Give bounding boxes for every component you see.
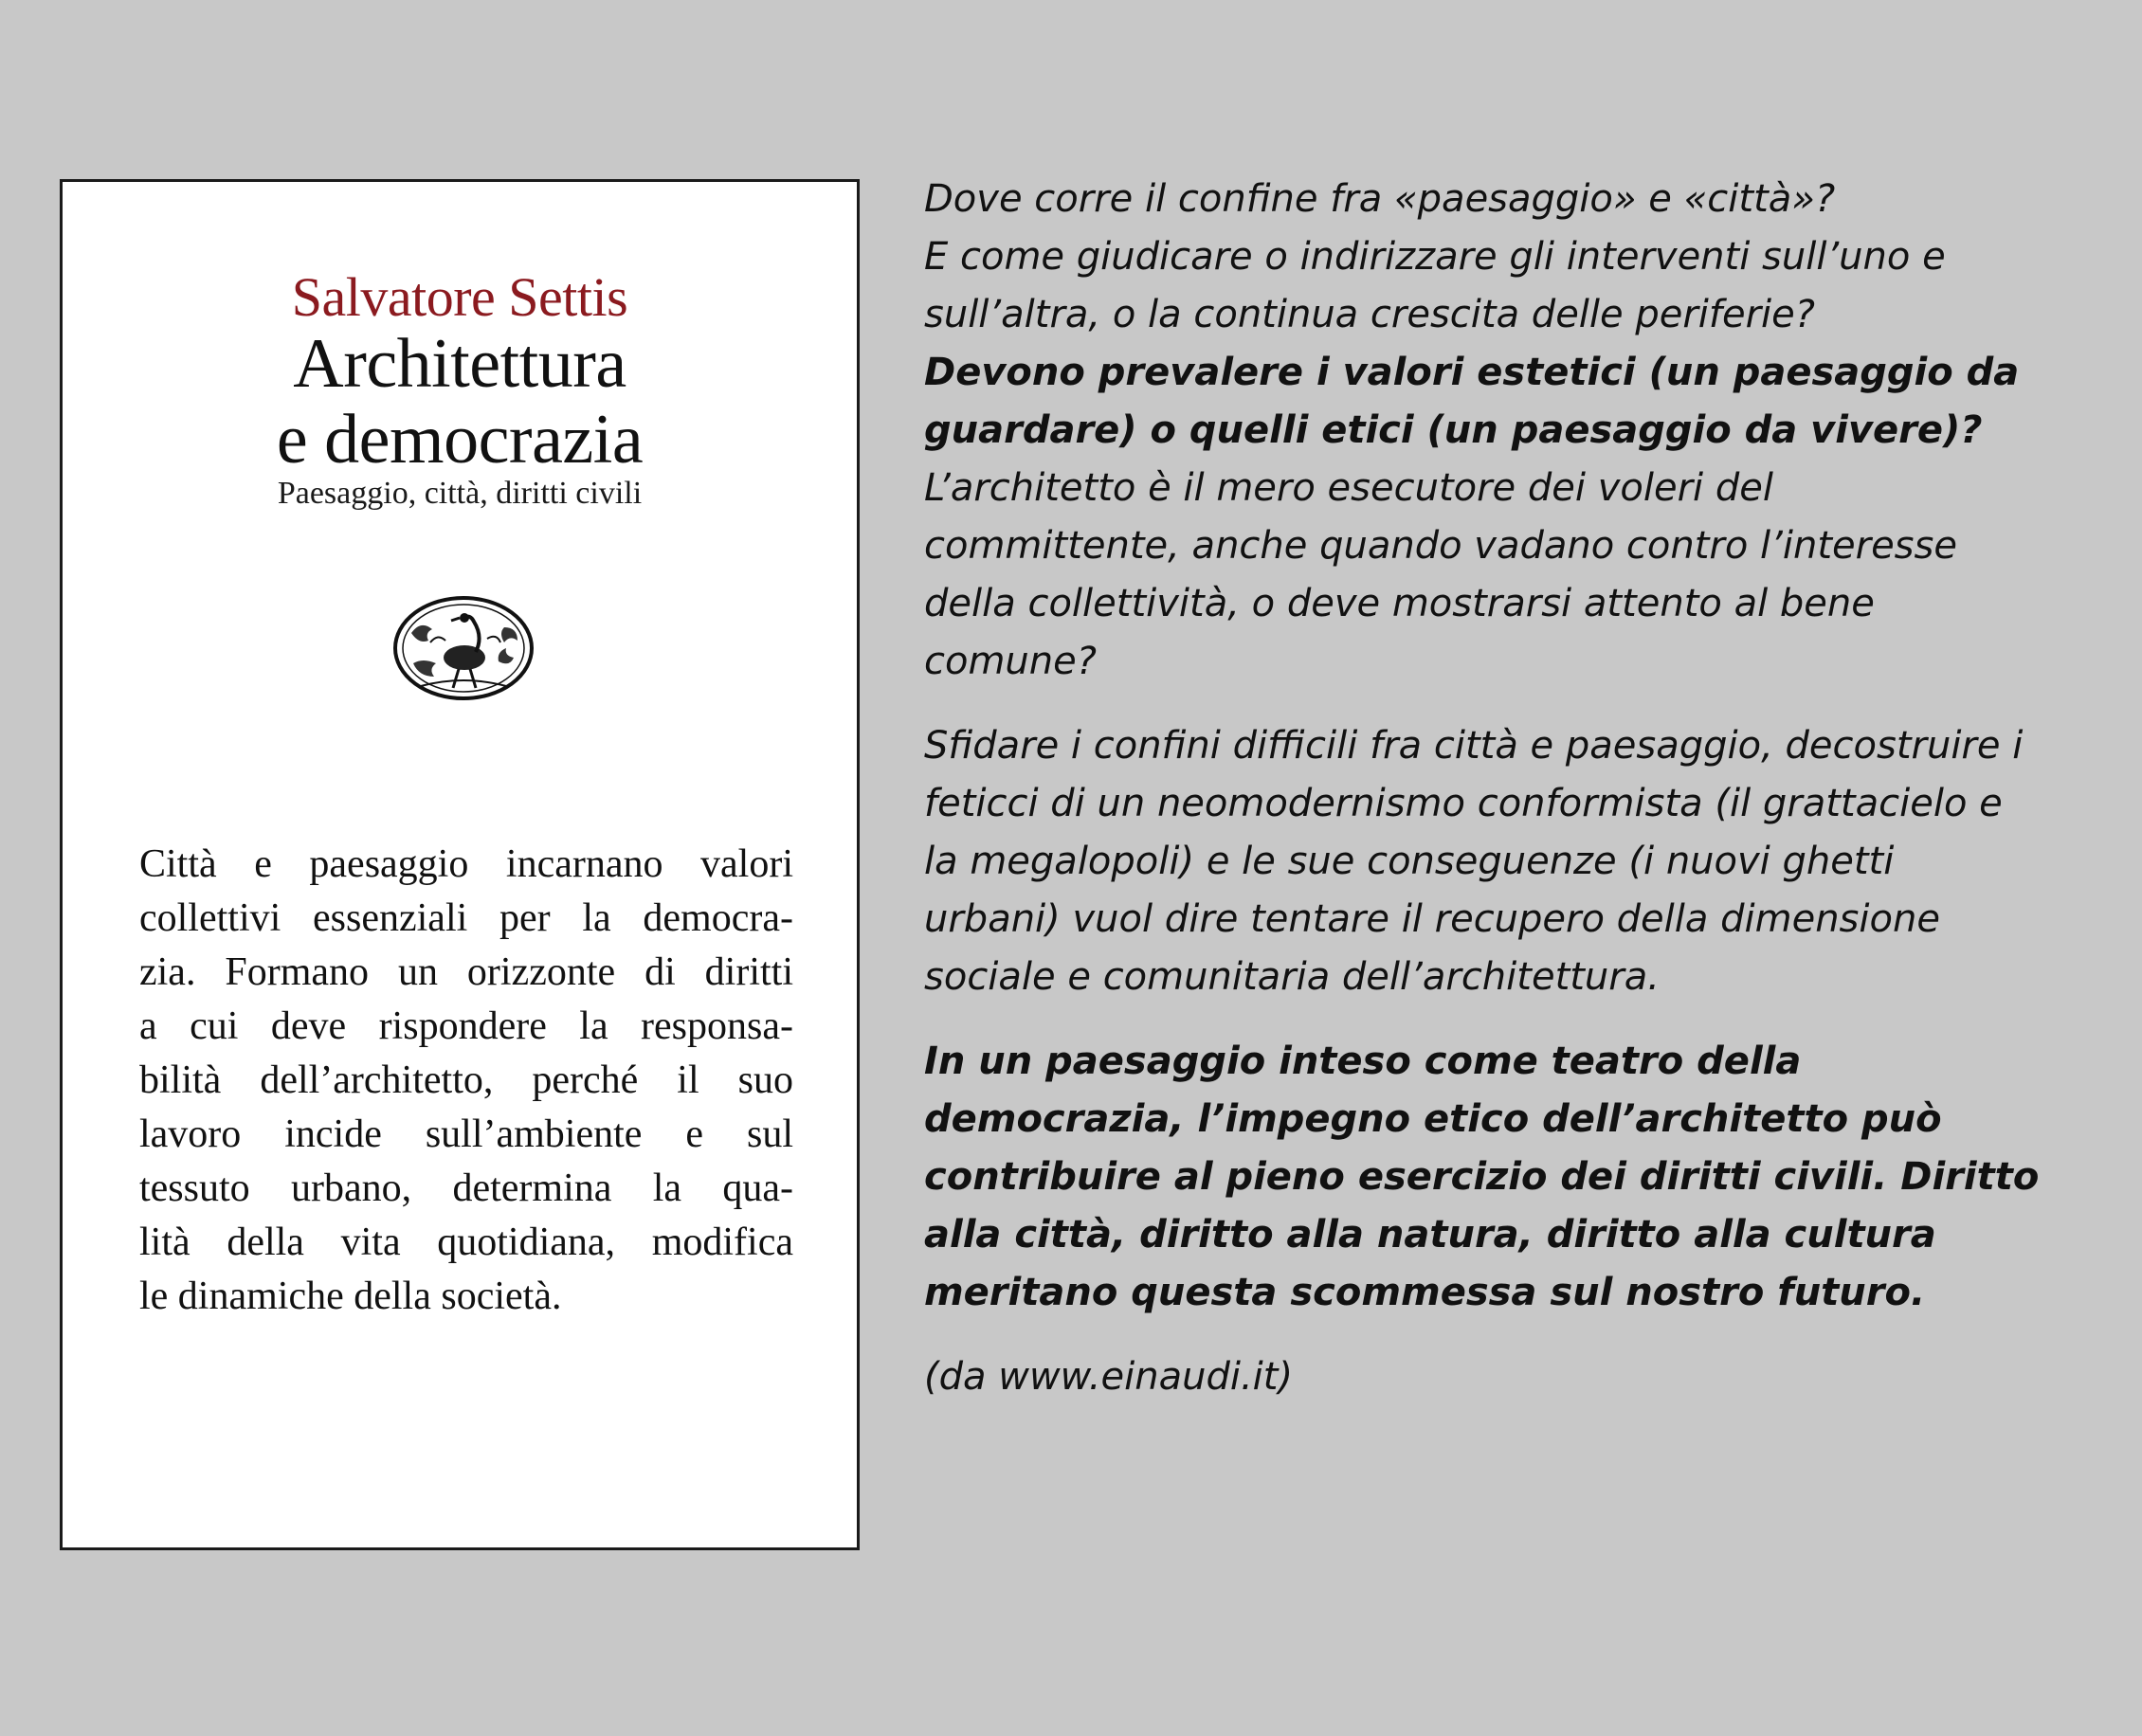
ostrich-emblem-icon <box>392 595 535 701</box>
source-link-text: (da www.einaudi.it) <box>924 1355 1294 1399</box>
description-paragraph-3 <box>924 1033 2090 1322</box>
question-line-bold: Devono prevalere i valori estetici (un paesaggio da <box>924 351 2020 394</box>
paragraph-line: sociale e comunitaria dell’architettura. <box>924 955 1660 999</box>
description-paragraph-2 <box>924 717 2090 1006</box>
cover-blurb-line: bilità dell’architetto, perché il suo <box>139 1058 793 1102</box>
cover-blurb-line: le dinamiche della società. <box>139 1275 562 1318</box>
cover-title-line2: e democrazia <box>276 401 644 479</box>
question-line-bold: guardare) o quelli etici (un paesaggio da vivere)? <box>924 408 1983 452</box>
cover-title-line1: Architettura <box>293 325 626 403</box>
cover-title <box>63 326 857 478</box>
question-line: sull’altra, o la continua crescita delle periferie? <box>924 293 1815 336</box>
source-credit <box>924 1348 2090 1406</box>
paragraph-line: feticci di un neomodernismo conformista (il grattacielo e <box>924 782 2003 825</box>
cover-blurb-line: tessuto urbano, determina la qua- <box>139 1166 793 1210</box>
cover-blurb-line: zia. Formano un orizzonte di diritti <box>139 950 793 994</box>
question-line: della collettività, o deve mostrarsi attento al bene <box>924 582 1875 625</box>
paragraph-line: Sfidare i confini difficili fra città e paesaggio, decostruire i <box>924 724 2024 768</box>
question-line: committente, anche quando vadano contro l’interesse <box>924 524 1957 568</box>
book-cover <box>60 179 860 1550</box>
cover-blurb-line: lavoro incide sull’ambiente e sul <box>139 1112 793 1156</box>
description-paragraph-1 <box>924 171 2090 691</box>
paragraph-line-bold: In un paesaggio inteso come teatro della <box>924 1040 1802 1083</box>
question-line: Dove corre il confine fra «paesaggio» e «città»? <box>924 177 1836 221</box>
paragraph-line-bold: democrazia, l’impegno etico dell’architetto può <box>924 1097 1942 1141</box>
cover-author: Salvatore Settis <box>291 266 628 328</box>
cover-blurb-line: a cui deve rispondere la responsa- <box>139 1004 793 1048</box>
cover-blurb-line: Città e paesaggio incarnano valori <box>139 842 793 886</box>
cover-blurb <box>139 838 793 1324</box>
question-line: E come giudicare o indirizzare gli interventi sull’uno e <box>924 235 1946 279</box>
paragraph-line-bold: alla città, diritto alla natura, diritto alla cultura <box>924 1213 1936 1257</box>
description-column <box>924 171 2090 1433</box>
paragraph-line-bold: meritano questa scommessa sul nostro futuro. <box>924 1271 1926 1314</box>
question-line: comune? <box>924 640 1097 683</box>
paragraph-line-bold: contribuire al pieno esercizio dei diritti civili. Diritto <box>924 1155 2040 1199</box>
cover-blurb-line: collettivi essenziali per la democra- <box>139 896 793 940</box>
cover-subtitle: Paesaggio, città, diritti civili <box>277 476 643 511</box>
paragraph-line: la megalopoli) e le sue conseguenze (i nuovi ghetti <box>924 840 1895 883</box>
paragraph-line: urbani) vuol dire tentare il recupero della dimensione <box>924 897 1940 941</box>
question-line: L’architetto è il mero esecutore dei voleri del <box>924 466 1773 510</box>
cover-blurb-line: lità della vita quotidiana, modifica <box>139 1221 793 1264</box>
